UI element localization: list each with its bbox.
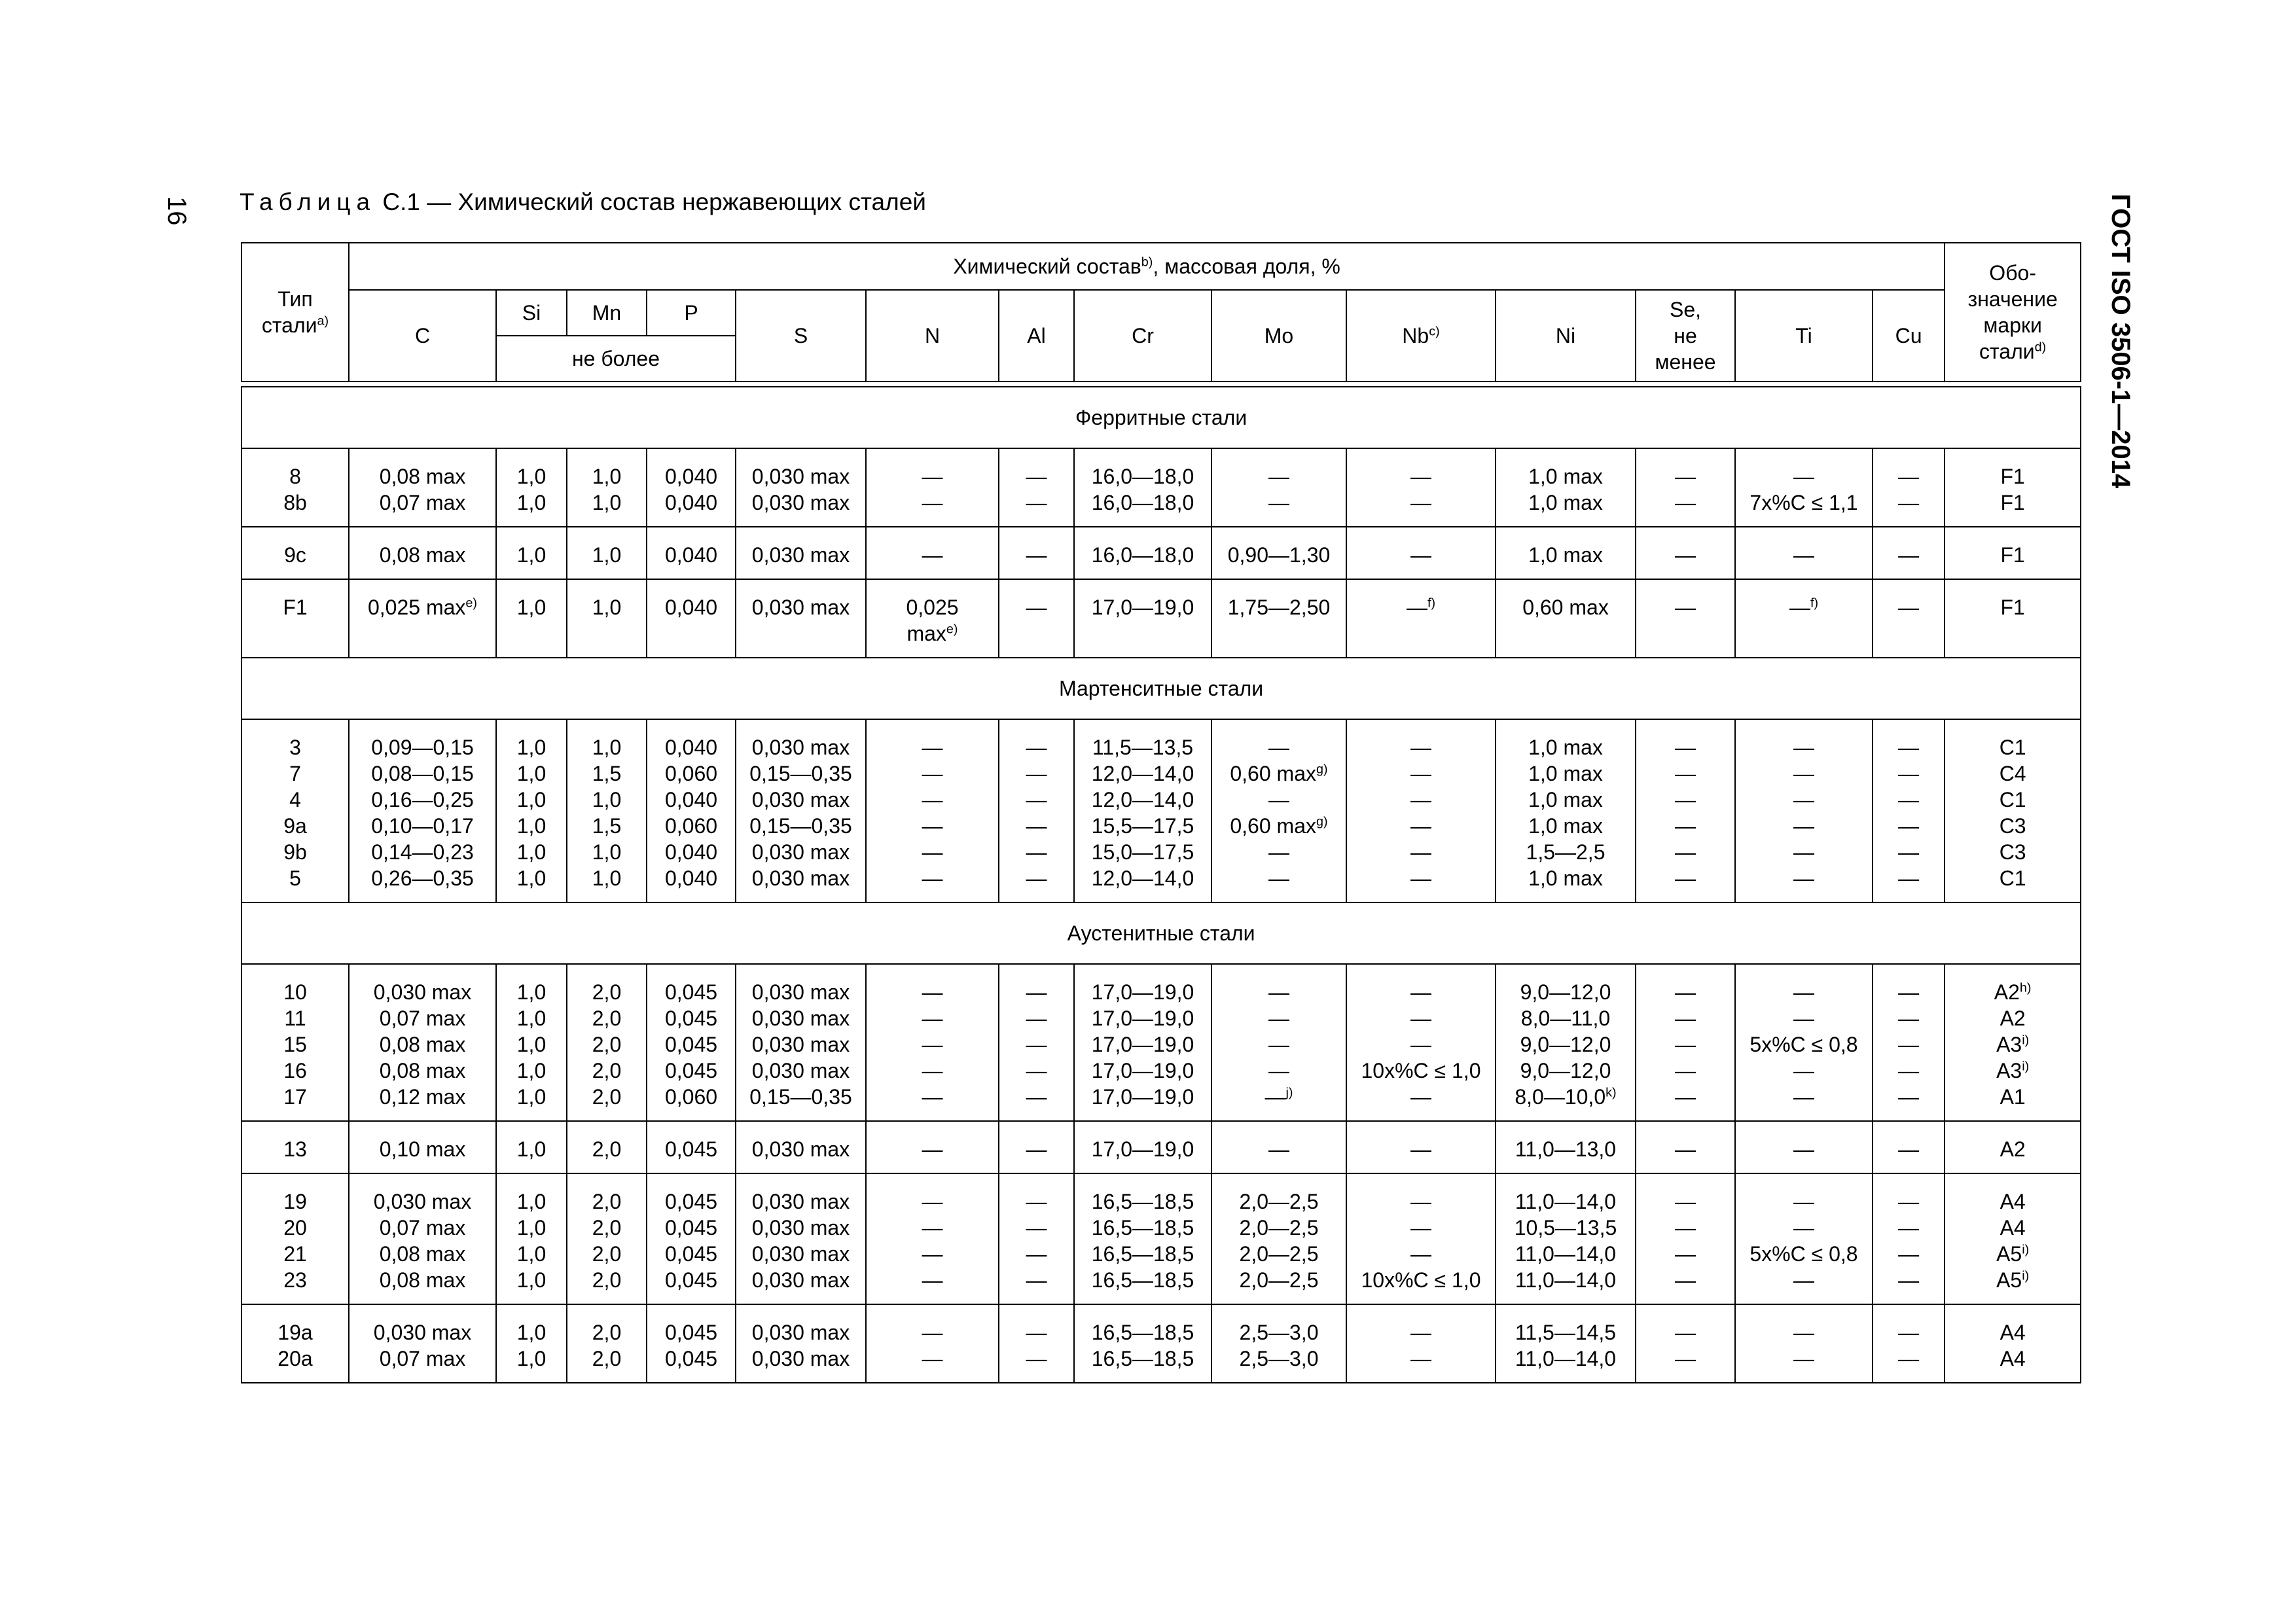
- cell-se: —: [1636, 527, 1735, 579]
- cell-si: 1,0 1,0 1,0 1,0 1,0: [496, 964, 567, 1121]
- chemical-composition-table: [241, 242, 2081, 1383]
- table-row: [242, 527, 2081, 579]
- cell-s: 0,030 max 0,15—0,35 0,030 max 0,15—0,35 0,030 max 0,030 max: [736, 719, 866, 902]
- section-header-row: [242, 902, 2081, 964]
- cell-se: —: [1636, 579, 1735, 658]
- header-se: Se, не менее: [1636, 290, 1735, 382]
- header-steel-type: Тип стали$^{a)}$: [242, 243, 349, 382]
- cell-c: 0,08 max: [349, 527, 496, 579]
- table-row: [242, 579, 2081, 658]
- header-designation: Обо- значение марки стали$^{d)}$: [1945, 243, 2081, 382]
- cell-al: — — — — — —: [999, 719, 1074, 902]
- cell-al: — —: [999, 1304, 1074, 1383]
- cell-mo: 0,90—1,30: [1211, 527, 1346, 579]
- cell-ti: —: [1735, 1121, 1873, 1173]
- cell-mo: 2,0—2,5 2,0—2,5 2,0—2,5 2,0—2,5: [1211, 1173, 1346, 1304]
- cell-nb: — — — 10x%C ≤ 1,0 —: [1346, 964, 1496, 1121]
- cell-des: F1 F1: [1945, 448, 2081, 527]
- cell-ni: 0,60 max: [1496, 579, 1636, 658]
- cell-se: — —: [1636, 1304, 1735, 1383]
- cell-ni: 11,5—14,5 11,0—14,0: [1496, 1304, 1636, 1383]
- cell-se: — — — — — —: [1636, 719, 1735, 902]
- header-mo: Mo: [1211, 290, 1346, 382]
- cell-al: — — — — —: [999, 964, 1074, 1121]
- cell-p: 0,045 0,045 0,045 0,045: [647, 1173, 736, 1304]
- cell-mn: 2,0 2,0 2,0 2,0 2,0: [567, 964, 647, 1121]
- cell-si: 1,0 1,0 1,0 1,0: [496, 1173, 567, 1304]
- cell-c: 0,030 max 0,07 max 0,08 max 0,08 max: [349, 1173, 496, 1304]
- cell-s: 0,030 max: [736, 1121, 866, 1173]
- header-si: Si: [496, 290, 567, 336]
- cell-s: 0,030 max: [736, 579, 866, 658]
- header-double-rule: [242, 382, 2081, 387]
- cell-ti: —$^{f)}$: [1735, 579, 1873, 658]
- cell-n: — — — —: [866, 1173, 999, 1304]
- cell-c: 0,030 max 0,07 max: [349, 1304, 496, 1383]
- cell-n: 0,025 $\max^{e)}$: [866, 579, 999, 658]
- cell-mo: — — — — —$^{j)}$: [1211, 964, 1346, 1121]
- cell-p: 0,045: [647, 1121, 736, 1173]
- table-row: [242, 719, 2081, 902]
- cell-si: 1,0: [496, 527, 567, 579]
- cell-des: A2$^{h)}$ A2 A3$^{i)}$ A3$^{i)}$ A1: [1945, 964, 2081, 1121]
- header-n: N: [866, 290, 999, 382]
- cell-cr: 16,0—18,0 16,0—18,0: [1074, 448, 1211, 527]
- cell-type: 19a 20a: [242, 1304, 349, 1383]
- cell-p: 0,045 0,045: [647, 1304, 736, 1383]
- cell-cr: 16,5—18,5 16,5—18,5 16,5—18,5 16,5—18,5: [1074, 1173, 1211, 1304]
- cell-cr: 17,0—19,0: [1074, 579, 1211, 658]
- cell-n: — —: [866, 1304, 999, 1383]
- cell-n: —: [866, 527, 999, 579]
- cell-ti: — — 5x%C ≤ 0,8 —: [1735, 1173, 1873, 1304]
- cell-c: 0,09—0,15 0,08—0,15 0,16—0,25 0,10—0,17 0,14—0,23 0,26—0,35: [349, 719, 496, 902]
- cell-se: — —: [1636, 448, 1735, 527]
- cell-ni: 9,0—12,0 8,0—11,0 9,0—12,0 9,0—12,0 8,0—10,0$^{k)}$: [1496, 964, 1636, 1121]
- caption-text: С.1 — Химический состав нержавеющих сталей: [376, 188, 926, 215]
- cell-cr: 17,0—19,0: [1074, 1121, 1211, 1173]
- cell-mn: 1,0 1,5 1,0 1,5 1,0 1,0: [567, 719, 647, 902]
- cell-ni: 11,0—13,0: [1496, 1121, 1636, 1173]
- cell-cu: — — — — —: [1873, 964, 1945, 1121]
- cell-des: A2: [1945, 1121, 2081, 1173]
- cell-p: 0,040 0,060 0,040 0,060 0,040 0,040: [647, 719, 736, 902]
- section-title: Мартенситные стали: [242, 658, 2081, 719]
- cell-des: F1: [1945, 579, 2081, 658]
- table-row: [242, 448, 2081, 527]
- table-row: [242, 1304, 2081, 1383]
- header-al: Al: [999, 290, 1074, 382]
- cell-si: 1,0 1,0 1,0 1,0 1,0 1,0: [496, 719, 567, 902]
- cell-mo: — —: [1211, 448, 1346, 527]
- table-row: [242, 1173, 2081, 1304]
- cell-cr: 11,5—13,5 12,0—14,0 12,0—14,0 15,5—17,5 15,0—17,5 12,0—14,0: [1074, 719, 1211, 902]
- cell-mn: 2,0 2,0 2,0 2,0: [567, 1173, 647, 1304]
- cell-p: 0,040 0,040: [647, 448, 736, 527]
- header-ti: Ti: [1735, 290, 1873, 382]
- cell-ti: — — 5x%C ≤ 0,8 — —: [1735, 964, 1873, 1121]
- cell-cu: — — — — — —: [1873, 719, 1945, 902]
- cell-c: 0,030 max 0,07 max 0,08 max 0,08 max 0,12 max: [349, 964, 496, 1121]
- cell-mn: 1,0: [567, 527, 647, 579]
- header-s: S: [736, 290, 866, 382]
- cell-type: 8 8b: [242, 448, 349, 527]
- cell-mn: 1,0: [567, 579, 647, 658]
- cell-cr: 16,5—18,5 16,5—18,5: [1074, 1304, 1211, 1383]
- cell-mo: — 0,60 $\max^{g)}$ — 0,60 $\max^{g)}$ — —: [1211, 719, 1346, 902]
- cell-al: — — — —: [999, 1173, 1074, 1304]
- cell-type: 13: [242, 1121, 349, 1173]
- cell-si: 1,0: [496, 579, 567, 658]
- cell-p: 0,045 0,045 0,045 0,045 0,060: [647, 964, 736, 1121]
- header-ni: Ni: [1496, 290, 1636, 382]
- cell-nb: — — — — — —: [1346, 719, 1496, 902]
- cell-c: 0,025 $\max^{e)}$: [349, 579, 496, 658]
- cell-nb: —: [1346, 527, 1496, 579]
- cell-des: F1: [1945, 527, 2081, 579]
- cell-n: —: [866, 1121, 999, 1173]
- cell-se: —: [1636, 1121, 1735, 1173]
- cell-si: 1,0: [496, 1121, 567, 1173]
- cell-al: —: [999, 527, 1074, 579]
- cell-s: 0,030 max: [736, 527, 866, 579]
- cell-cu: — —: [1873, 448, 1945, 527]
- cell-si: 1,0 1,0: [496, 448, 567, 527]
- table-caption: [240, 188, 926, 216]
- cell-type: 9c: [242, 527, 349, 579]
- cell-type: 3 7 4 9a 9b 5: [242, 719, 349, 902]
- cell-des: C1 C4 C1 C3 C3 C1: [1945, 719, 2081, 902]
- cell-se: — — — —: [1636, 1173, 1735, 1304]
- section-header-row: [242, 387, 2081, 448]
- cell-p: 0,040: [647, 527, 736, 579]
- cell-type: 19 20 21 23: [242, 1173, 349, 1304]
- cell-mo: 1,75—2,50: [1211, 579, 1346, 658]
- cell-cr: 16,0—18,0: [1074, 527, 1211, 579]
- cell-type: 10 11 15 16 17: [242, 964, 349, 1121]
- cell-ti: — 7x%C ≤ 1,1: [1735, 448, 1873, 527]
- header-nb: Nb$^{c)}$: [1346, 290, 1496, 382]
- cell-p: 0,040: [647, 579, 736, 658]
- header-cu: Cu: [1873, 290, 1945, 382]
- cell-n: — — — — —: [866, 964, 999, 1121]
- cell-al: —: [999, 1121, 1074, 1173]
- cell-cu: —: [1873, 579, 1945, 658]
- header-chemical-composition: Химический состав$^{b)}$, массовая доля, %: [349, 243, 1945, 290]
- cell-type: F1: [242, 579, 349, 658]
- section-header-row: [242, 658, 2081, 719]
- cell-ti: — —: [1735, 1304, 1873, 1383]
- header-not-more-than: не более: [496, 336, 736, 382]
- cell-cu: — — — —: [1873, 1173, 1945, 1304]
- header-c: C: [349, 290, 496, 382]
- cell-se: — — — — —: [1636, 964, 1735, 1121]
- cell-nb: — —: [1346, 1304, 1496, 1383]
- caption-prefix: Таблица: [240, 188, 376, 215]
- table-body: [242, 387, 2081, 1383]
- cell-al: — —: [999, 448, 1074, 527]
- cell-cr: 17,0—19,0 17,0—19,0 17,0—19,0 17,0—19,0 17,0—19,0: [1074, 964, 1211, 1121]
- section-title: Аустенитные стали: [242, 902, 2081, 964]
- cell-c: 0,10 max: [349, 1121, 496, 1173]
- cell-nb: —: [1346, 1121, 1496, 1173]
- cell-ni: 11,0—14,0 10,5—13,5 11,0—14,0 11,0—14,0: [1496, 1173, 1636, 1304]
- header-cr: Cr: [1074, 290, 1211, 382]
- cell-mo: 2,5—3,0 2,5—3,0: [1211, 1304, 1346, 1383]
- cell-mn: 2,0 2,0: [567, 1304, 647, 1383]
- page-number: 16: [162, 196, 191, 226]
- cell-ti: —: [1735, 527, 1873, 579]
- table-row: [242, 1121, 2081, 1173]
- cell-cu: —: [1873, 1121, 1945, 1173]
- cell-mo: —: [1211, 1121, 1346, 1173]
- cell-c: 0,08 max 0,07 max: [349, 448, 496, 527]
- cell-n: — — — — — —: [866, 719, 999, 902]
- cell-n: — —: [866, 448, 999, 527]
- cell-nb: —$^{f)}$: [1346, 579, 1496, 658]
- cell-mn: 1,0 1,0: [567, 448, 647, 527]
- cell-ni: 1,0 max: [1496, 527, 1636, 579]
- cell-nb: — —: [1346, 448, 1496, 527]
- cell-ni: 1,0 max 1,0 max: [1496, 448, 1636, 527]
- document-code: ГОСТ ISO 3506-1—2014: [2106, 194, 2135, 489]
- cell-s: 0,030 max 0,030 max: [736, 1304, 866, 1383]
- cell-si: 1,0 1,0: [496, 1304, 567, 1383]
- cell-s: 0,030 max 0,030 max 0,030 max 0,030 max: [736, 1173, 866, 1304]
- cell-s: 0,030 max 0,030 max: [736, 448, 866, 527]
- table-row: [242, 964, 2081, 1121]
- cell-ti: — — — — — —: [1735, 719, 1873, 902]
- header-p: P: [647, 290, 736, 336]
- header-mn: Mn: [567, 290, 647, 336]
- cell-nb: — — — 10x%C ≤ 1,0: [1346, 1173, 1496, 1304]
- cell-cu: —: [1873, 527, 1945, 579]
- cell-mn: 2,0: [567, 1121, 647, 1173]
- section-title: Ферритные стали: [242, 387, 2081, 448]
- cell-cu: — —: [1873, 1304, 1945, 1383]
- cell-des: A4 A4: [1945, 1304, 2081, 1383]
- cell-al: —: [999, 579, 1074, 658]
- cell-s: 0,030 max 0,030 max 0,030 max 0,030 max 0,15—0,35: [736, 964, 866, 1121]
- cell-des: A4 A4 A5$^{i)}$ A5$^{i)}$: [1945, 1173, 2081, 1304]
- cell-ni: 1,0 max 1,0 max 1,0 max 1,0 max 1,5—2,5 1,0 max: [1496, 719, 1636, 902]
